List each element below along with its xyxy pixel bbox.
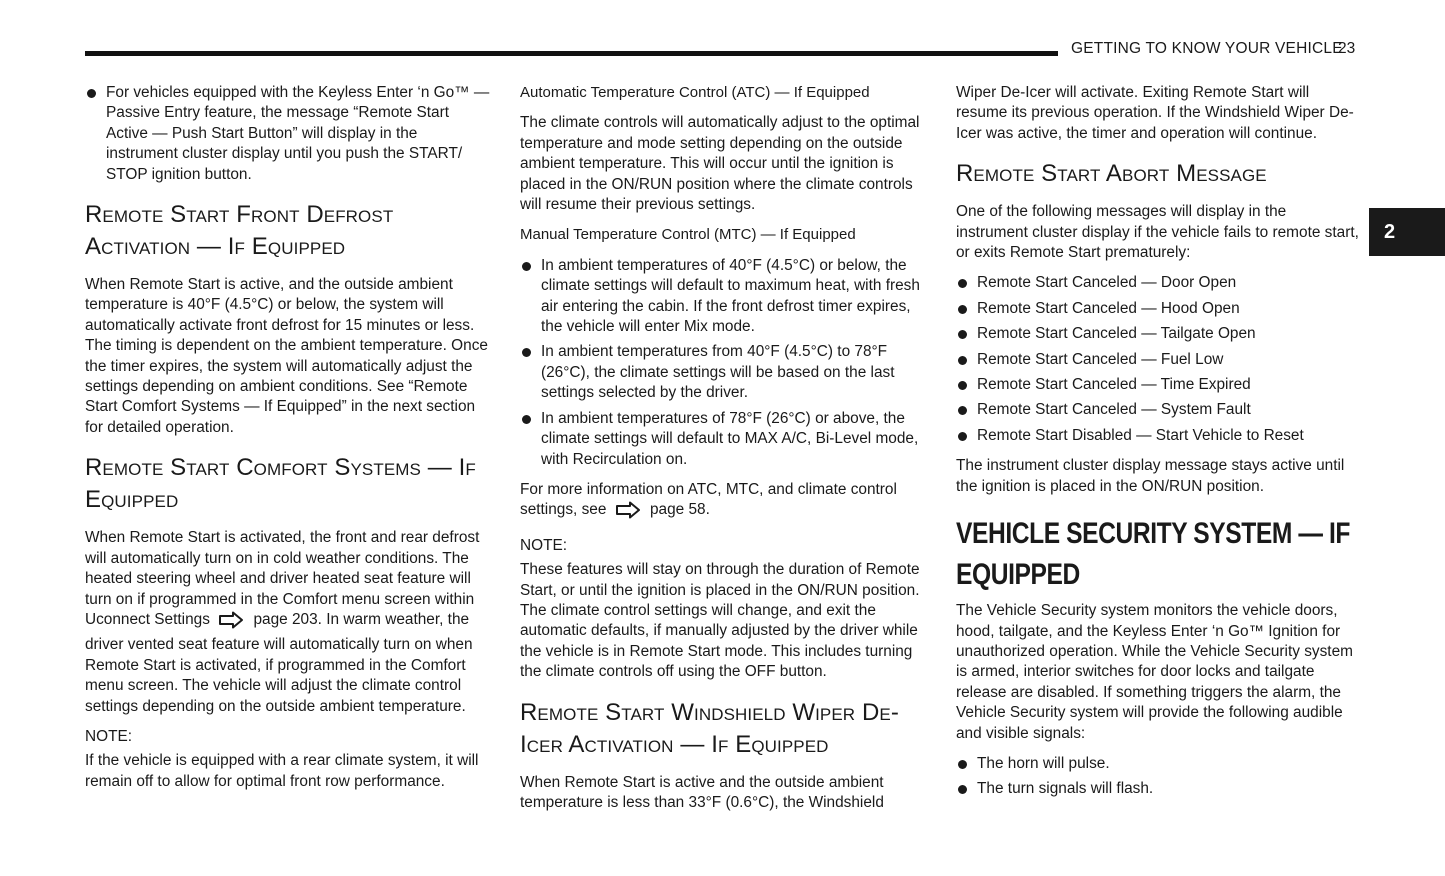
list-item: Remote Start Canceled — Time Expired [956,375,1361,395]
running-head: GETTING TO KNOW YOUR VEHICLE [1071,40,1343,57]
mtc-subheading: Manual Temperature Control (MTC) — If Equipped [520,226,856,244]
header-rule [85,51,1058,56]
note-label: NOTE: [520,536,568,554]
list-item: Remote Start Canceled — Tailgate Open [956,324,1361,344]
heading-front-defrost: Remote Start Front Defrost Activation — If Equipped [85,201,394,261]
paragraph-display-message: The instrument cluster display message stays active until the ignition is placed in the ON/RUN position. [956,457,1345,495]
list-item: The horn will pulse. [956,754,1361,774]
page-number: 23 [1338,40,1356,57]
heading-comfort-systems: Remote Start Comfort Systems — If Equipped [85,454,476,514]
paragraph-abort-message: One of the following messages will display in the instrument cluster display if the vehicle fails to remote start, or exits Remote Start prematurely: [956,203,1359,262]
list-item: Remote Start Canceled — Door Open [956,273,1361,293]
page-reference-arrow-icon[interactable] [218,611,244,635]
paragraph-atc: The climate controls will automatically adjust to the optimal temperature and mode setting depending on the outside ambient temperature. This will occur until the ignition is placed in the ON/RUN position where the climate controls will resume their previous settings. [520,114,920,214]
list-item: The turn signals will flash. [956,779,1361,799]
heading-wiper-deicer: Remote Start Windshield Wiper De-Icer Activation — If Equipped [520,698,899,758]
comfort-text-a: When Remote Start is activated, the front and rear defrost will automatically turn on in cold weather conditions. The heated steering wheel and driver heated seat feature will turn on if programmed in the Comfort menu screen within Uconnect Settings [85,529,480,628]
comfort-text-b: page 203. In warm weather, the driver vented seat feature will automatically turn on when Remote Start is activated, if programmed in the Comfort menu screen. The vehicle will adjust the climate control settings depending on the outside ambient temperature. [85,610,473,715]
list-item: Remote Start Disabled — Start Vehicle to Reset [956,426,1361,446]
paragraph-wiper-deicer: When Remote Start is active and the outside ambient temperature is less than 33°F (0.6°C), the Windshield [520,773,884,811]
list-item: Remote Start Canceled — Fuel Low [956,350,1361,370]
more-info-text-b: page 58. [649,501,710,519]
column-1 [85,83,490,802]
abort-bullet-list [956,273,1361,446]
note-label: NOTE: [85,727,133,745]
paragraph-front-defrost: When Remote Start is active, and the outside ambient temperature is 40°F (4.5°C) or below, the system will automatically activate front defrost for 15 minutes or less. The timing is dependent on the ambient temperature. Once the timer expires, the system will automatically adjust the settings depending on ambient conditions. See “Remote Start Comfort Systems — If Equipped” in the next section for detailed operation. [85,276,488,436]
list-item: Remote Start Canceled — System Fault [956,400,1361,420]
column-2 [520,83,922,823]
heading-abort-message: Remote Start Abort Message [956,160,1267,188]
note-text: If the vehicle is equipped with a rear climate system, it will remain off to allow for optimal front row performance. [85,752,479,790]
chapter-tab-label: 2 [1384,220,1396,243]
heading-vehicle-security: VEHICLE SECURITY SYSTEM — IF EQUIPPED [956,517,1351,592]
more-info-text-a: For more information on ATC, MTC, and climate control settings, see [520,480,897,519]
paragraph-vehicle-security: The Vehicle Security system monitors the vehicle doors, hood, tailgate, and the Keyless Enter ‘n Go™ Ignition for unauthorized operation. While the Vehicle Security system is armed, interior switches for door locks and tailgate release are disabled. If something triggers the alarm, the Vehicle Security system will provide the following audible and visible signals: [956,602,1353,742]
signal-bullet-list [956,754,1361,800]
atc-subheading: Automatic Temperature Control (ATC) — If Equipped [520,84,870,101]
paragraph-wiper-continued: Wiper De-Icer will activate. Exiting Remote Start will resume its previous operation. If the Windshield Wiper De-Icer was active, the timer and operation will continue. [956,84,1354,142]
paragraph-more-info [520,480,922,526]
list-item: In ambient temperatures of 40°F (4.5°C) or below, the climate settings will default to maximum heat, with fresh air entering the cabin. If the front defrost timer expires, the vehicle will enter Mix mode. [520,256,922,338]
intro-bullet-list [85,83,490,185]
list-item: Remote Start Canceled — Hood Open [956,299,1361,319]
list-item: For vehicles equipped with the Keyless Enter ‘n Go™ — Passive Entry feature, the message “Remote Start Active — Push Start Button” will display in the instrument cluster display until you push the START/ STOP ignition button. [85,83,490,185]
paragraph-comfort-systems [85,528,490,717]
note-text: These features will stay on through the duration of Remote Start, or until the ignition is placed in the ON/RUN position. The climate control settings will change, and exit the automatic defaults, if manually adjusted by the driver while the vehicle is in Remote Start mode. This includes turning the climate controls off using the OFF button. [520,561,920,681]
mtc-bullet-list [520,256,922,470]
column-3 [956,83,1361,810]
chapter-tab[interactable] [1369,208,1445,256]
page-reference-arrow-icon[interactable] [615,501,641,525]
list-item: In ambient temperatures from 40°F (4.5°C) to 78°F (26°C), the climate settings will be based on the last settings selected by the driver. [520,342,922,403]
list-item: In ambient temperatures of 78°F (26°C) or above, the climate settings will default to MAX A/C, Bi-Level mode, with Recirculation on. [520,409,922,470]
